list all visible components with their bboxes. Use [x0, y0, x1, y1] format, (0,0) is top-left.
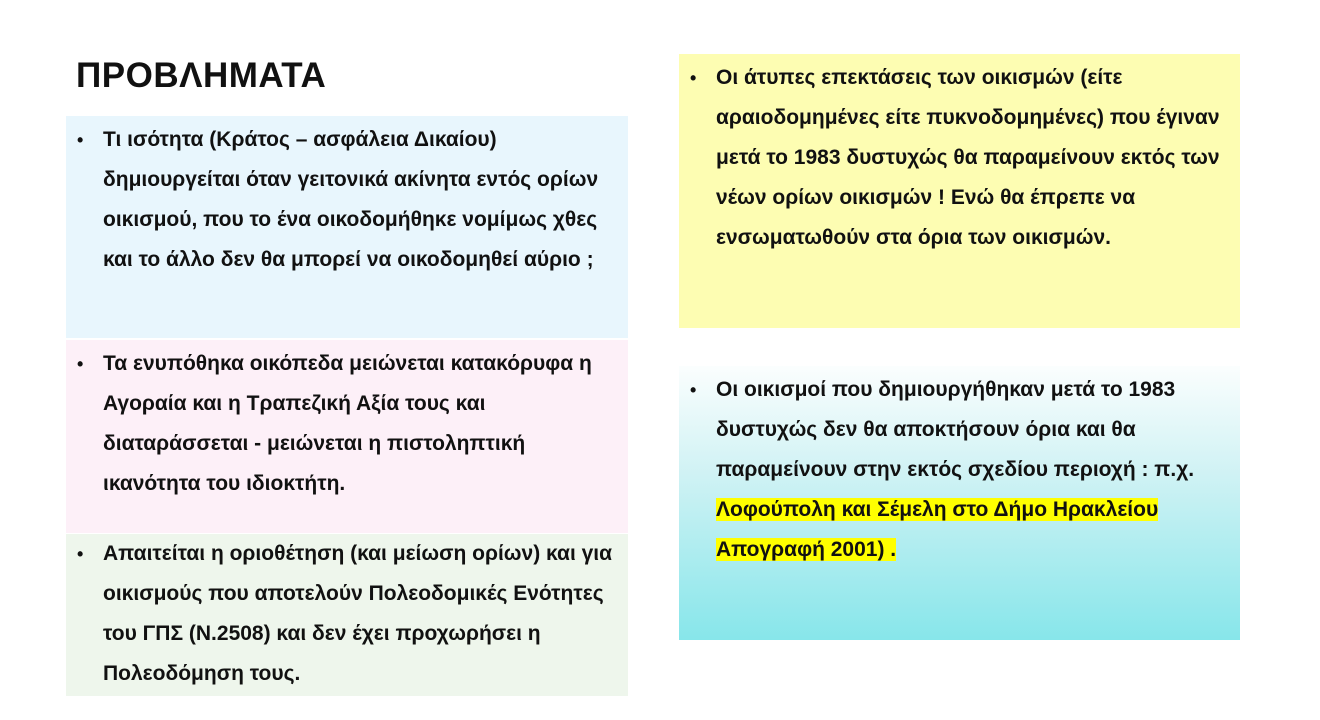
- bullet-text: Οι άτυπες επεκτάσεις των οικισμών (είτε αραιοδομημένες είτε πυκνοδομημένες) που έγιναν μετά το 1983 δυστυχώς θα παραμείνουν εκτός των νέων ορίων οικισμών ! Ενώ θα έπρεπε να ενσωματωθούν στα όρια των οικισμών.: [716, 66, 1220, 249]
- bullet-item: [69, 120, 620, 280]
- highlighted-example: Λοφούπολη και Σέμελη στο Δήμο Ηρακλείου Απογραφή 2001) .: [716, 498, 1159, 561]
- problem-box-mortgaged-plots: [66, 340, 628, 533]
- page-title: ΠΡΟΒΛΗΜΑΤΑ: [76, 56, 327, 95]
- bullet-icon: •: [690, 68, 697, 88]
- problem-box-post-1983-settlements: [679, 366, 1240, 640]
- bullet-item: [69, 534, 620, 694]
- bullet-text: Τι ισότητα (Κράτος – ασφάλεια Δικαίου) δημιουργείται όταν γειτονικά ακίνητα εντός ορίων οικισμού, που το ένα οικοδομήθηκε νομίμως χθες και το άλλο δεν θα μπορεί να οικοδομηθεί αύριο ;: [103, 128, 599, 271]
- bullet-icon: •: [77, 544, 84, 564]
- bullet-icon: •: [77, 354, 84, 374]
- problem-box-demarcation: [66, 534, 628, 696]
- bullet-item: [69, 344, 620, 504]
- bullet-icon: •: [77, 130, 84, 150]
- bullet-text: Τα ενυπόθηκα οικόπεδα μειώνεται κατακόρυφα η Αγοραία και η Τραπεζική Αξία τους και διαταράσσεται - μειώνεται η πιστοληπτική ικανότητα του ιδιοκτήτη.: [103, 352, 592, 495]
- problem-box-equality: [66, 116, 628, 338]
- bullet-text: Οι οικισμοί που δημιουργήθηκαν μετά το 1983 δυστυχώς δεν θα αποκτήσουν όρια και θα παραμείνουν στην εκτός σχεδίου περιοχή : π.χ.: [716, 378, 1195, 481]
- bullet-text: Απαιτείται η οριοθέτηση (και μείωση ορίων) και για οικισμούς που αποτελούν Πολεοδομικές Ενότητες του ΓΠΣ (Ν.2508) και δεν έχει προχωρήσει η Πολεοδόμηση τους.: [103, 542, 613, 685]
- bullet-item: [682, 370, 1232, 570]
- bullet-icon: •: [690, 380, 697, 400]
- problem-box-informal-extensions: [679, 54, 1240, 328]
- bullet-item: [682, 58, 1232, 258]
